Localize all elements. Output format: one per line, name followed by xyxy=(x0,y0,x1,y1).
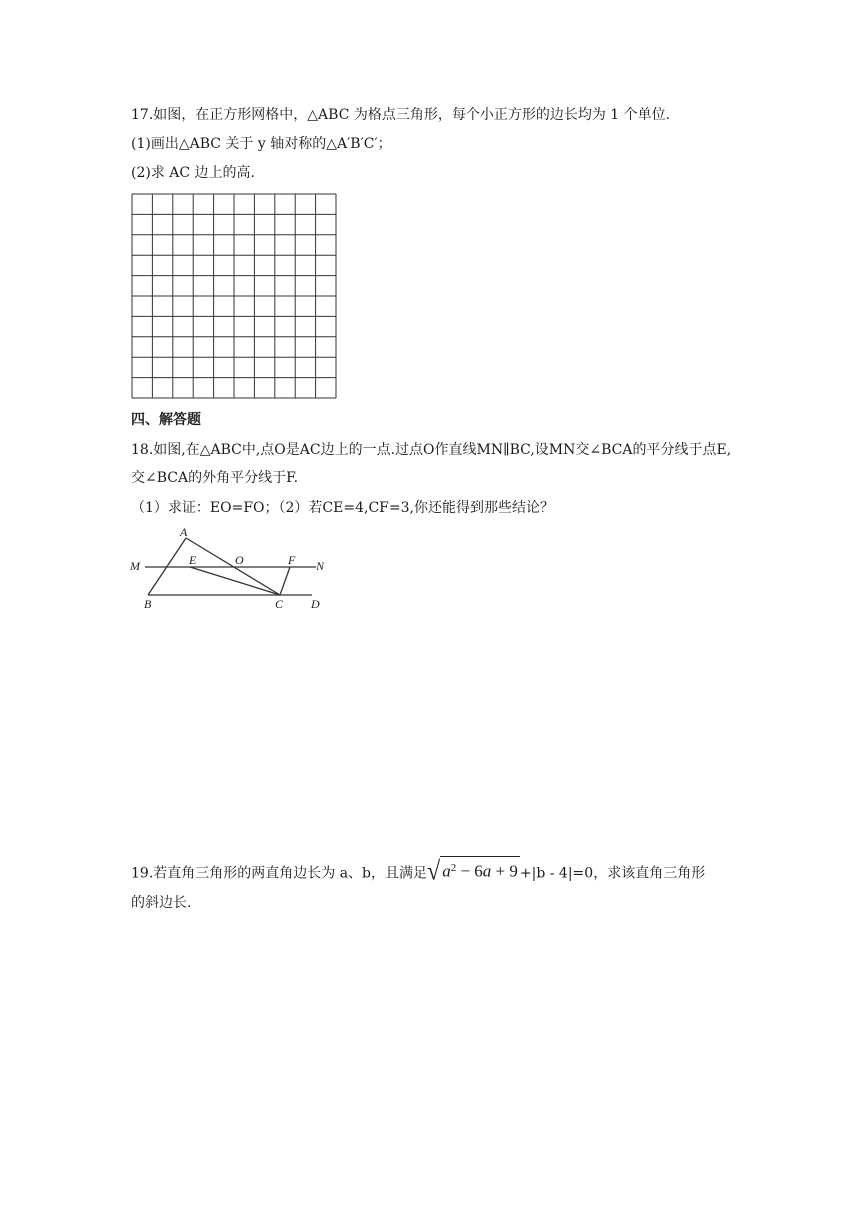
label-a: A xyxy=(180,525,188,539)
q18-line1: 18.如图,在△ABC中,点O是AC边上的一点.过点O作直线MN∥BC,设MN交∠BCA的平分线于点E, xyxy=(131,442,732,458)
label-n: N xyxy=(316,559,325,573)
square-grid xyxy=(131,193,337,399)
label-d: D xyxy=(311,597,320,611)
q19-suffix: +|b - 4|=0，求该直角三角形 xyxy=(519,865,706,882)
label-m: M xyxy=(130,559,140,573)
geometry-figure xyxy=(128,524,328,614)
radicand xyxy=(440,856,520,884)
q18-line3: （1）求证：EO=FO；（2）若CE=4,CF=3,你还能得到那些结论？ xyxy=(131,500,554,516)
sqrt-expression xyxy=(427,856,520,887)
segment-cf xyxy=(280,567,290,595)
segment-ce xyxy=(190,567,280,595)
radical-sign: √ xyxy=(427,857,441,887)
q19-prefix: 19.若直角三角形的两直角边长为 a、b，且满足 xyxy=(131,865,428,882)
minus-six: − 6 xyxy=(456,862,483,881)
q18-line2: 交∠BCA的外角平分线于F. xyxy=(131,470,299,486)
label-f: F xyxy=(288,553,296,567)
label-o: O xyxy=(235,553,244,567)
exponent: 2 xyxy=(450,862,457,875)
section-title: 四、解答题 xyxy=(131,412,201,428)
label-e: E xyxy=(189,553,197,567)
label-c: C xyxy=(275,597,284,611)
plus-nine: + 9 xyxy=(491,862,518,881)
q17-part1: (1)画出△ABC 关于 y 轴对称的△A′B′C′； xyxy=(131,136,392,152)
var-a-2: a xyxy=(482,862,492,881)
label-b: B xyxy=(144,597,152,611)
q17-part2: (2)求 AC 边上的高. xyxy=(131,165,256,181)
q17-line1: 17.如图，在正方形网格中，△ABC 为格点三角形，每个小正方形的边长均为 1 个单位. xyxy=(131,107,671,123)
q19-block xyxy=(131,858,705,917)
var-a: a xyxy=(442,862,451,881)
q19-line2: 的斜边长. xyxy=(131,895,192,911)
